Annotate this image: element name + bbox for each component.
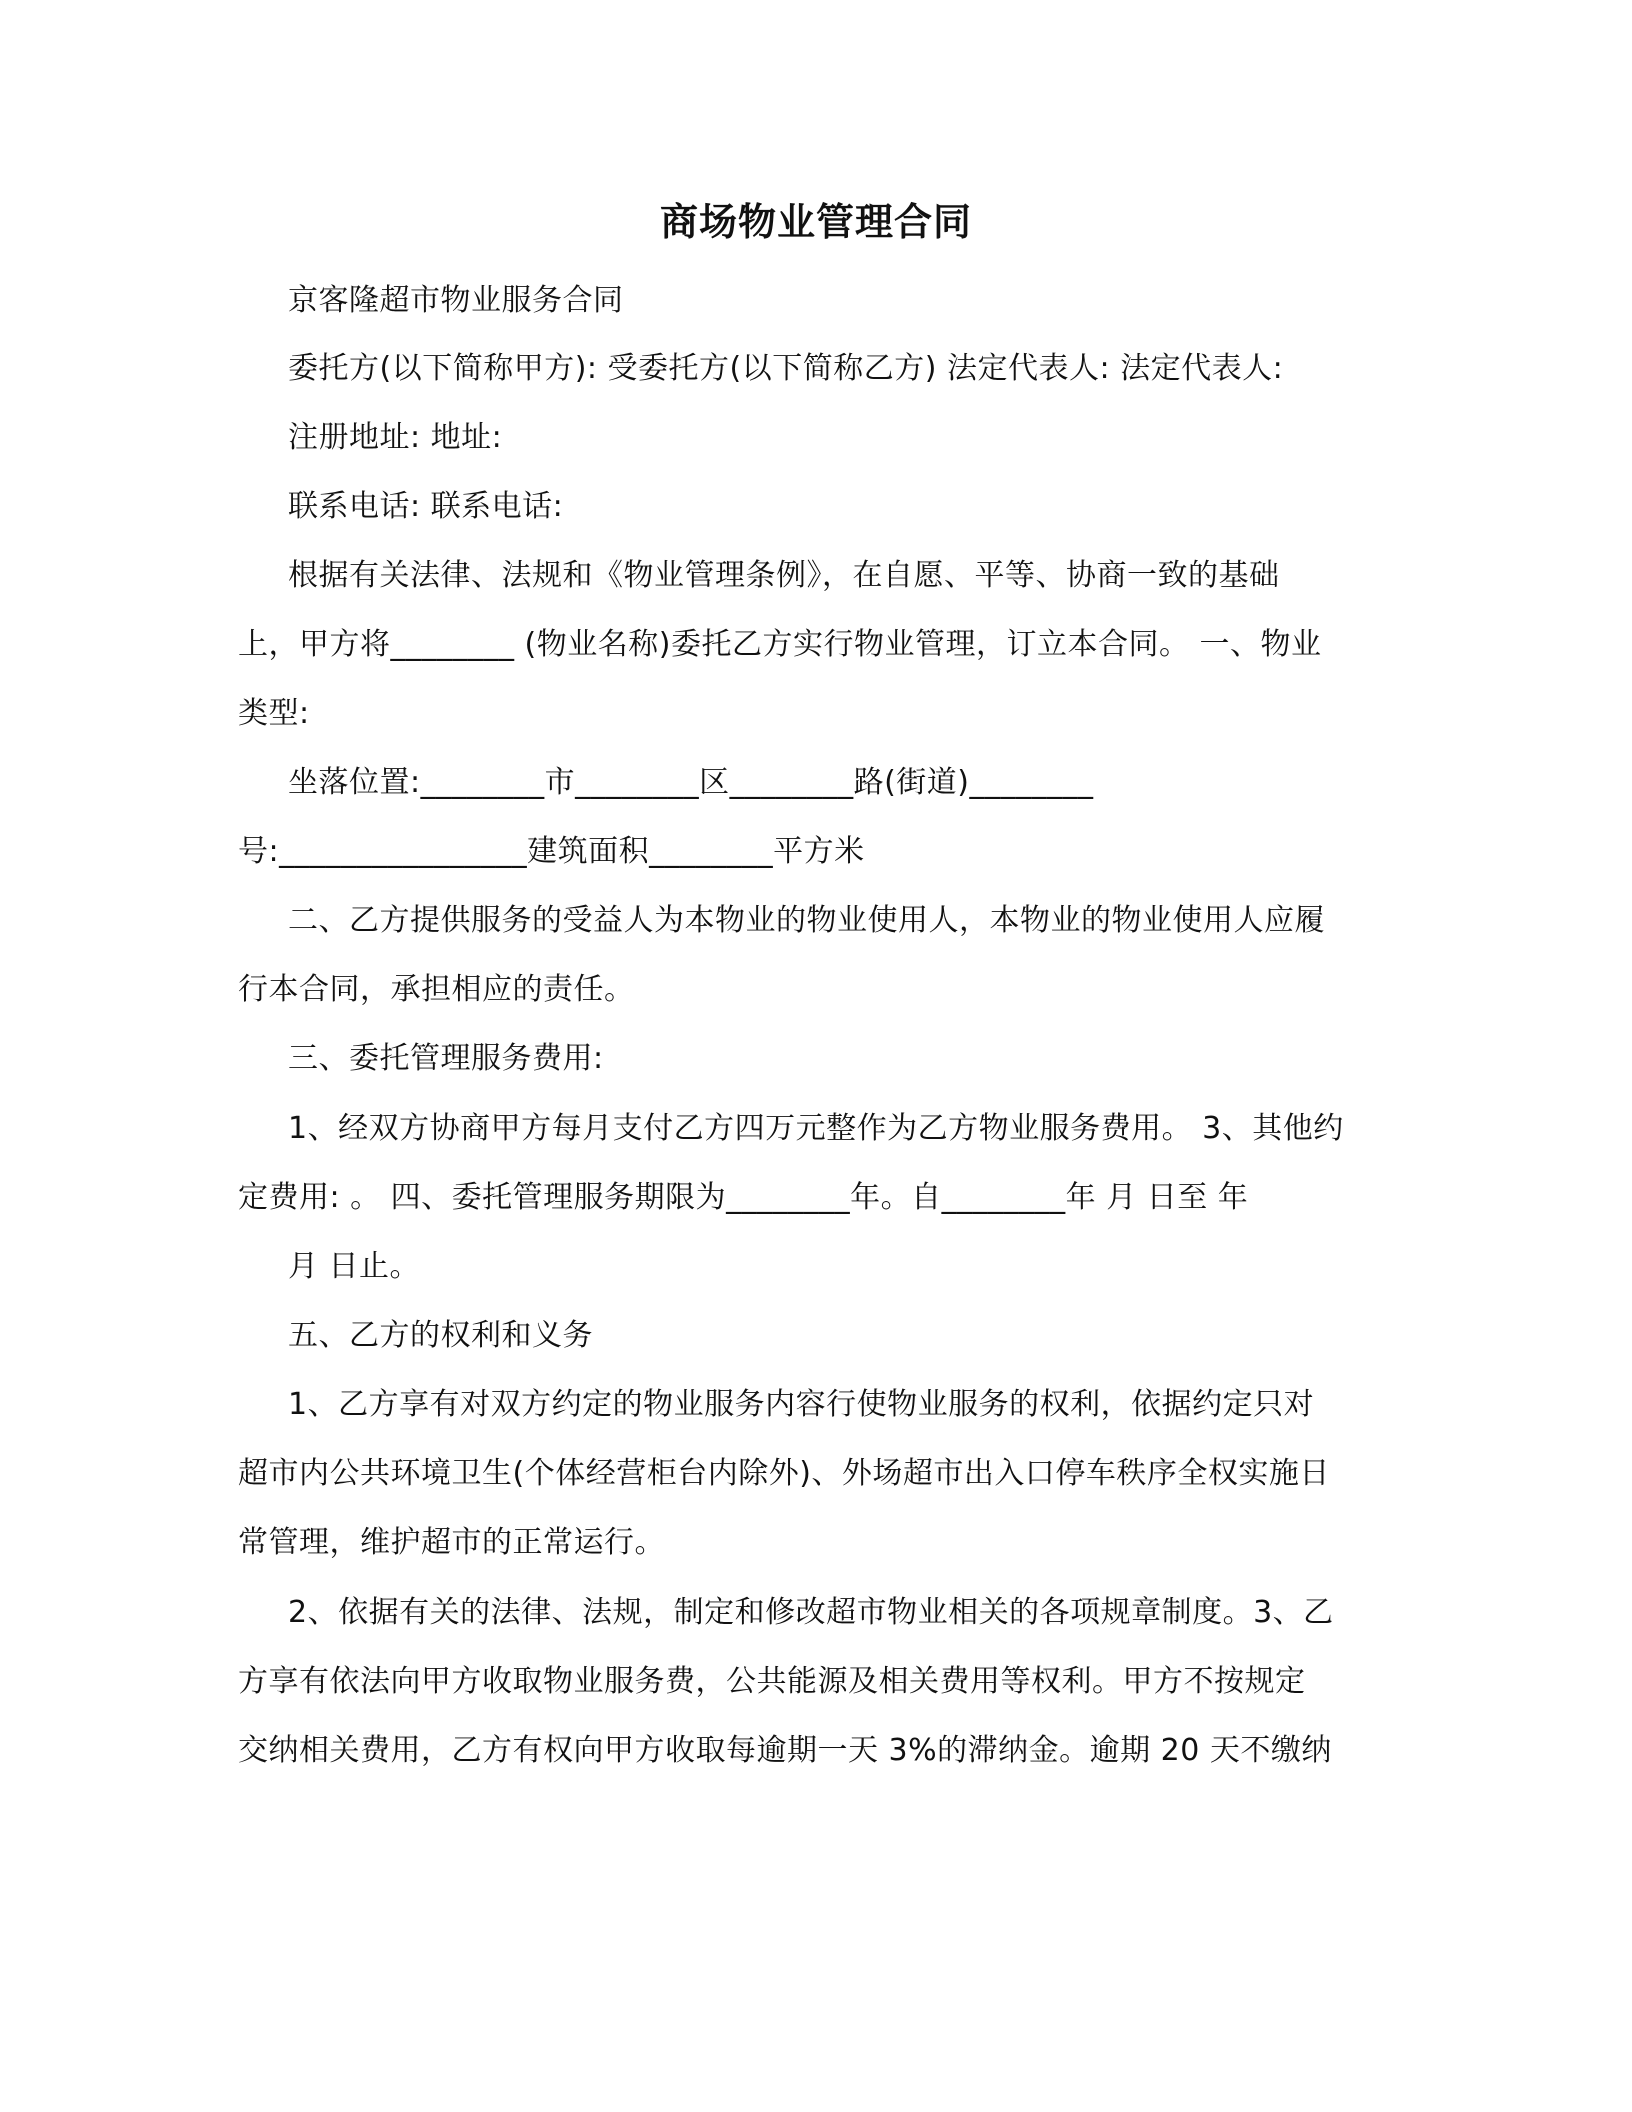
paragraph-line: 月 日止。 [288, 1249, 421, 1284]
paragraph-line: 超市内公共环境卫生(个体经营柜台内除外)、外场超市出入口停车秩序全权实施日 [238, 1456, 1330, 1491]
paragraph-line: 联系电话: 联系电话: [288, 489, 564, 524]
paragraph-line: 1、乙方享有对双方约定的物业服务内容行使物业服务的权利，依据约定只对 [288, 1387, 1315, 1422]
paragraph-line: 方享有依法向甲方收取物业服务费，公共能源及相关费用等权利。甲方不按规定 [238, 1664, 1306, 1699]
paragraph-line: 常管理，维护超市的正常运行。 [238, 1525, 665, 1560]
paragraph-line: 行本合同，承担相应的责任。 [238, 972, 635, 1007]
paragraph-line: 类型: [238, 696, 310, 731]
paragraph-line: 三、委托管理服务费用: [288, 1041, 604, 1076]
paragraph-line: 二、乙方提供服务的受益人为本物业的物业使用人，本物业的物业使用人应履 [288, 903, 1325, 938]
paragraph-line: 号:________________建筑面积________平方米 [238, 834, 865, 869]
paragraph-line: 委托方(以下简称甲方): 受委托方(以下简称乙方) 法定代表人: 法定代表人: [288, 351, 1284, 386]
paragraph-line: 2、依据有关的法律、法规，制定和修改超市物业相关的各项规章制度。3、乙 [288, 1595, 1334, 1630]
paragraph-line: 交纳相关费用，乙方有权向甲方收取每逾期一天 3%的滞纳金。逾期 20 天不缴纳 [238, 1733, 1332, 1768]
paragraph-line: 坐落位置:________市________区________路(街道)________ [288, 765, 1094, 800]
paragraph-line: 五、乙方的权利和义务 [288, 1318, 593, 1353]
document-title: 商场物业管理合同 [659, 200, 972, 244]
paragraph-line: 京客隆超市物业服务合同 [288, 283, 624, 318]
paragraph-line: 1、经双方协商甲方每月支付乙方四万元整作为乙方物业服务费用。 3、其他约 [288, 1111, 1344, 1146]
paragraph-line: 注册地址: 地址: [288, 420, 503, 455]
paragraph-line: 上，甲方将________ (物业名称)委托乙方实行物业管理，订立本合同。 一、物业 [238, 627, 1322, 662]
paragraph-line: 根据有关法律、法规和《物业管理条例》，在自愿、平等、协商一致的基础 [288, 558, 1280, 593]
paragraph-line: 定费用: 。 四、委托管理服务期限为________年。自________年 月 日至 年 [238, 1180, 1249, 1215]
